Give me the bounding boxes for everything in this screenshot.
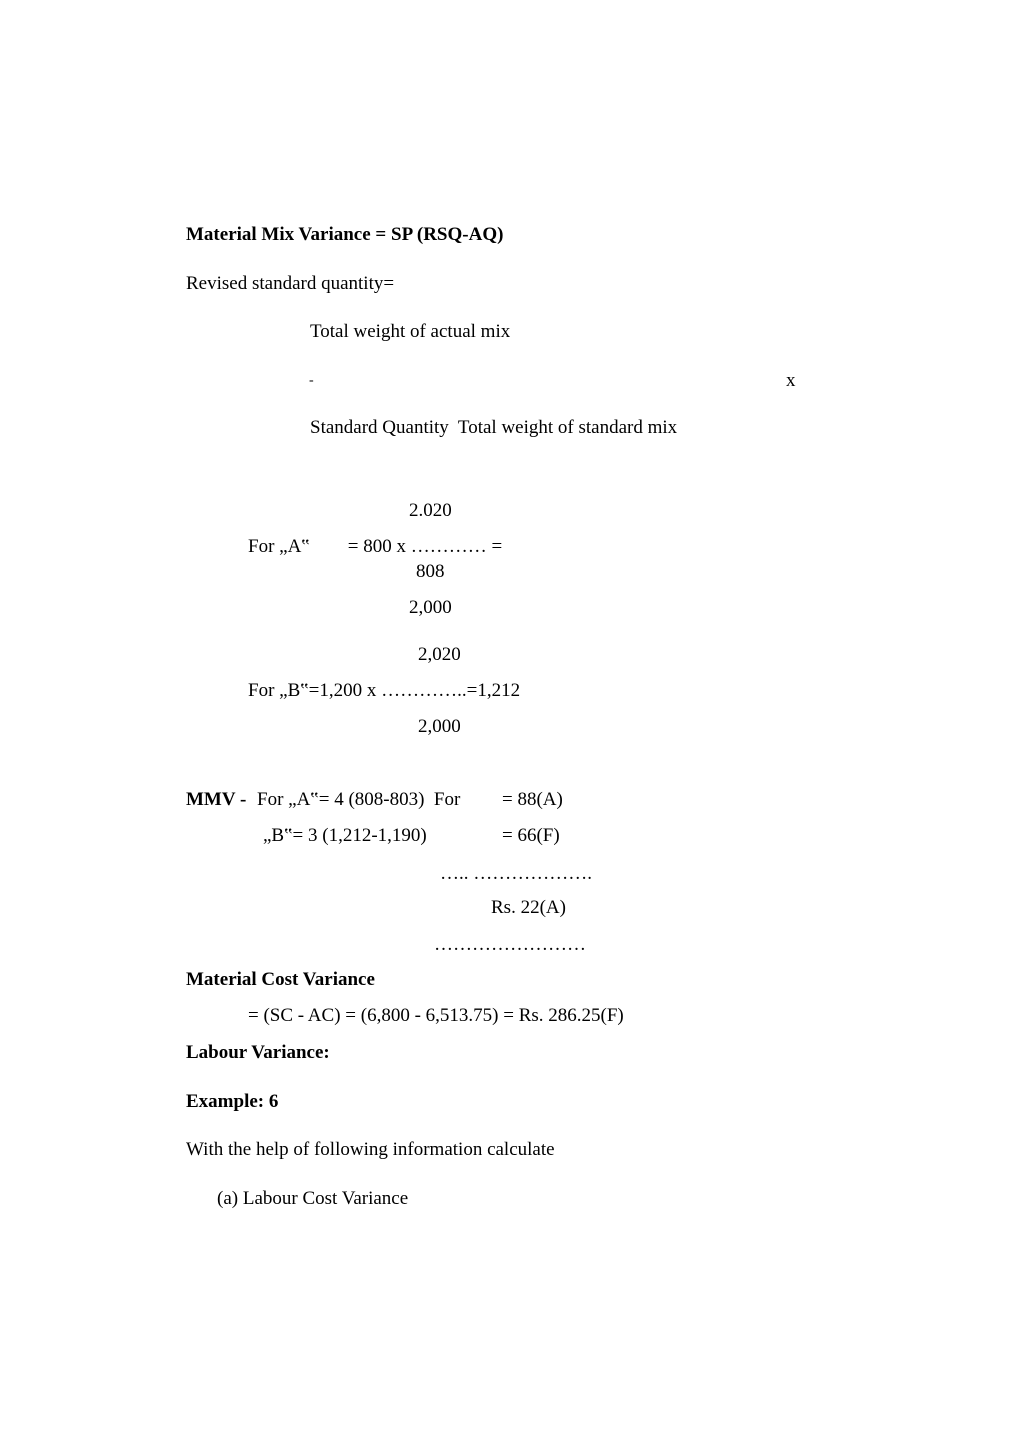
rsq-denominator: Standard Quantity Total weight of standard mix [310, 417, 678, 438]
calc-a-denominator: 2,000 [409, 597, 452, 618]
calc-b-numerator: 2,020 [418, 644, 461, 665]
rsq-fraction-bar: - [309, 373, 314, 388]
calc-a-numerator: 2.020 [409, 500, 452, 521]
mmv-total: Rs. 22(A) [491, 897, 566, 918]
mmv-dots-bottom: …………………… [434, 934, 586, 955]
example-label: Example: 6 [186, 1091, 279, 1112]
labour-variance-heading: Labour Variance: [186, 1042, 330, 1063]
mcv-formula: = (SC - AC) = (6,800 - 6,513.75) = Rs. 286.25(F) [248, 1005, 624, 1026]
mmv-line-a: For „A‟= 4 (808-803) For [257, 789, 461, 810]
calc-a-result: 808 [416, 561, 445, 582]
calc-a-line: For „A‟ = 800 x ………… = [248, 536, 503, 557]
rsq-label: Revised standard quantity= [186, 273, 395, 294]
mmv-label: MMV - [186, 789, 247, 810]
calc-b-denominator: 2,000 [418, 716, 461, 737]
mmv-dots-top: ….. ………………. [440, 863, 592, 884]
mmv-value-b: = 66(F) [502, 825, 560, 846]
rsq-times-sign: x [786, 370, 796, 391]
rsq-numerator: Total weight of actual mix [310, 321, 511, 342]
mmv-value-a: = 88(A) [502, 789, 563, 810]
mmv-formula-heading: Material Mix Variance = SP (RSQ-AQ) [186, 224, 504, 245]
mmv-line-b: „B‟= 3 (1,212-1,190) [263, 825, 427, 846]
intro-text: With the help of following information calculate [186, 1139, 555, 1160]
list-item-a: (a) Labour Cost Variance [217, 1188, 409, 1209]
mcv-heading: Material Cost Variance [186, 969, 375, 990]
calc-b-line: For „B‟=1,200 x …………..=1,212 [248, 680, 521, 701]
